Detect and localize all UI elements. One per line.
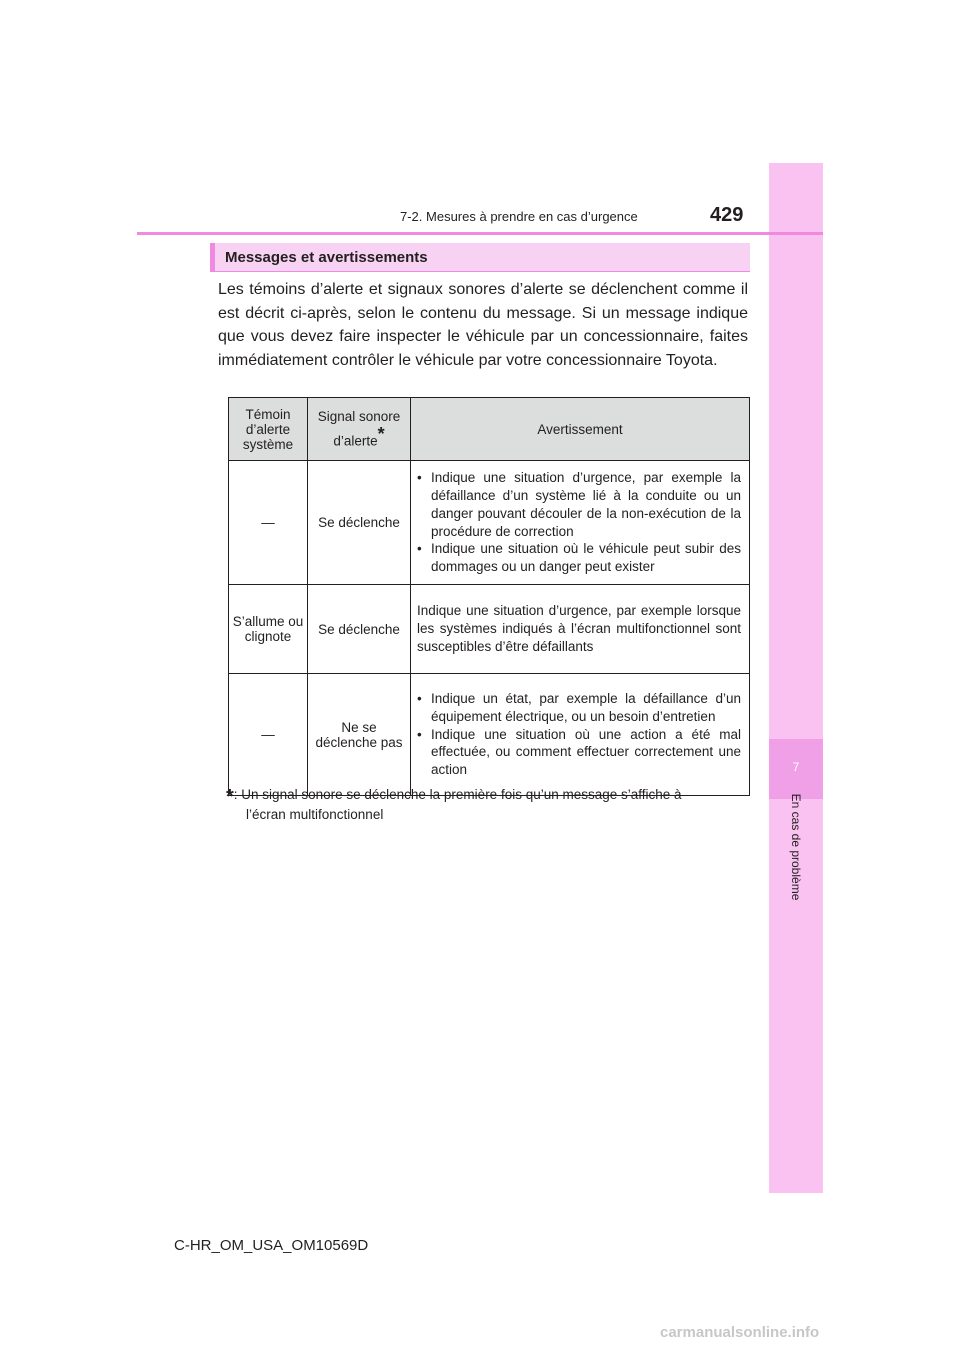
footnote-text-continued: l’écran multifonctionnel xyxy=(246,807,384,822)
chapter-side-tab xyxy=(769,163,823,1193)
header-indicator: Témoin d’alerte système xyxy=(229,398,308,461)
section-heading-text: Messages et avertissements xyxy=(225,249,428,266)
warning-cell xyxy=(411,461,750,585)
table-row xyxy=(229,585,750,674)
buzzer-cell: Se déclenche xyxy=(308,585,411,674)
indicator-cell: S’allume ou clignote xyxy=(229,585,308,674)
list-item: • Indique un état, par exemple la défaillance d’un équipement électrique, ou un besoin d’entretien xyxy=(417,691,741,724)
table-row xyxy=(229,461,750,585)
header-section-title: 7-2. Mesures à prendre en cas d’urgence xyxy=(400,209,638,224)
buzzer-cell: Ne se déclenche pas xyxy=(308,674,411,796)
heading-rule xyxy=(210,271,750,272)
footnote-text: : Un signal sonore se déclenche la première fois qu’un message s’affiche à xyxy=(233,787,682,802)
footnote-mark: * xyxy=(377,424,385,445)
indicator-cell: — xyxy=(229,674,308,796)
chapter-title: En cas de problème xyxy=(789,793,803,901)
list-item: • Indique une situation où une action a été mal effectuée, ou comment effectuer correctement une action xyxy=(417,726,741,778)
warning-table xyxy=(228,397,750,796)
footnote-star: * xyxy=(226,786,234,808)
footnote xyxy=(226,786,750,824)
table-header-row xyxy=(229,398,750,461)
header-warning: Avertissement xyxy=(411,398,750,461)
intro-paragraph: Les témoins d’alerte et signaux sonores d’alerte se déclenchent comme il est décrit ci-après, selon le contenu du message. Si un message indique que vous devez faire inspecter le véhicule par un concessionnaire, faites immédiatement contrôler le véhicule par votre concessionnaire Toyota. xyxy=(218,281,748,369)
watermark: carmanualsonline.info xyxy=(660,1324,820,1341)
chapter-number: 7 xyxy=(792,760,800,774)
buzzer-cell: Se déclenche xyxy=(308,461,411,585)
warning-cell: Indique une situation d’urgence, par exemple lorsque les systèmes indiqués à l’écran multifonctionnel sont susceptibles d’être défaillants xyxy=(411,585,750,674)
header-buzzer: Signal sonore d’alerte* xyxy=(308,398,411,461)
list-item: • Indique une situation où le véhicule peut subir des dommages ou un danger peut exister xyxy=(417,541,741,575)
document-id: C-HR_OM_USA_OM10569D xyxy=(174,1237,369,1254)
list-item: • Indique une situation d’urgence, par exemple la défaillance d’un système lié à la conduite ou un danger pouvant découler de la non-exécution de la procédure de correction xyxy=(417,470,741,539)
warning-cell xyxy=(411,674,750,796)
page-number: 429 xyxy=(710,204,744,226)
section-heading xyxy=(210,243,750,271)
table-row xyxy=(229,674,750,796)
indicator-cell: — xyxy=(229,461,308,585)
header-rule xyxy=(137,232,823,235)
